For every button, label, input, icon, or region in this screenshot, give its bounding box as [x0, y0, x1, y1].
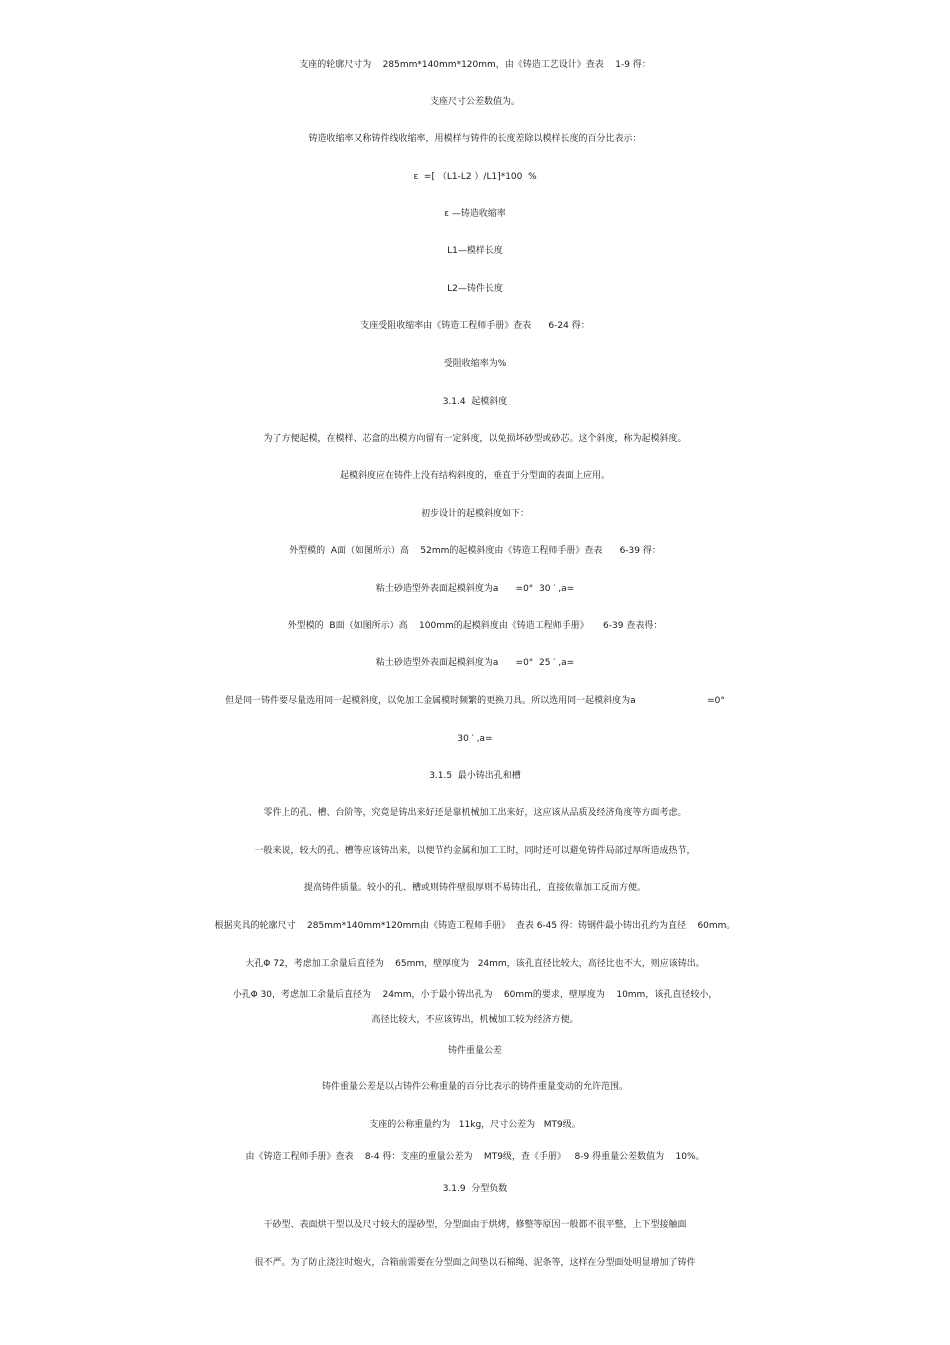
section-heading: 铸件重量公差	[447, 1046, 502, 1056]
text-line: 外型模的 B面（如图所示）高 100mm的起模斜度由《铸造工程师手册》 6-39 查表得：	[287, 621, 663, 631]
text-line: L1—模样长度	[447, 246, 503, 256]
text-line: 初步设计的起模斜度如下：	[420, 509, 529, 519]
text-line: 大孔Φ 72，考虑加工余量后直径为 65mm，壁厚度为 24mm，该孔直径比较大，高径比也不大，则应该铸出。	[245, 959, 705, 969]
text-line: 支座的公称重量约为 11kg，尺寸公差为 MT9级。	[369, 1120, 581, 1130]
section-heading: 3.1.4 起模斜度	[442, 397, 508, 407]
text-line: 根据夹具的轮廓尺寸 285mm*140mm*120mm由《铸造工程师手册》 查表 6-45 得：铸钢件最小铸出孔约为直径 60mm。	[214, 921, 736, 931]
text-line: 粘土砂造型外表面起模斜度为a =0° 25 ′ ,a=	[375, 658, 575, 668]
text-line: 提高铸件质量。较小的孔、槽或则铸件壁很厚则不易铸出孔，直接依靠加工反而方便。	[303, 883, 646, 893]
text-line: 干砂型、表面烘干型以及尺寸较大的湿砂型，分型面由于烘烤，修整等原因一般都不很平整，上下型接触面	[263, 1220, 687, 1230]
text-line: 受阻收缩率为%	[443, 359, 507, 369]
text-line: 铸造收缩率又称铸件线收缩率，用模样与铸件的长度差除以模样长度的百分比表示：	[308, 134, 642, 144]
text-line: 支座的轮廓尺寸为 285mm*140mm*120mm，由《铸造工艺设计》查表 1-9 得：	[299, 60, 651, 70]
text-line: ε —铸造收缩率	[444, 209, 506, 219]
text-line: L2—铸件长度	[447, 284, 503, 294]
text-line: 铸件重量公差是以占铸件公称重量的百分比表示的铸件重量变动的允许范围。	[321, 1082, 628, 1092]
formula-line: ε =[ （L1-L2 ）/L1]*100 %	[413, 172, 537, 182]
section-heading: 3.1.5 最小铸出孔和槽	[429, 771, 521, 781]
text-line: 外型模的 A面（如图所示）高 52mm的起模斜度由《铸造工程师手册》查表 6-39 得：	[289, 546, 661, 556]
text-line: 粘土砂造型外表面起模斜度为a =0° 30 ′ ,a=	[375, 584, 575, 594]
text-line: 支座尺寸公差数值为。	[429, 97, 520, 107]
text-line: 但是同一铸件要尽量选用同一起模斜度，以免加工金属模时频繁的更换刀具。所以选用同一起模斜度为a =0°	[225, 696, 725, 706]
text-line: 一般来说，较大的孔、槽等应该铸出来，以便节约金属和加工工时，同时还可以避免铸件局部过厚所造成热节，	[254, 846, 696, 856]
text-line: 由《铸造工程师手册》查表 8-4 得：支座的重量公差为 MT9级，查《手册》 8-9 得重量公差数值为 10%。	[245, 1152, 705, 1162]
text-line: 30 ′ ,a=	[457, 734, 493, 744]
text-line: 支座受阻收缩率由《铸造工程师手册》查表 6-24 得：	[360, 321, 590, 331]
text-line: 零件上的孔、槽、台阶等，究竟是铸出来好还是靠机械加工出来好，这应该从品质及经济角度等方面考虑。	[263, 808, 687, 818]
text-line: 高径比较大，不应该铸出，机械加工较为经济方便。	[371, 1015, 579, 1025]
text-line: 很不严。为了防止浇注时炮火，合箱前需要在分型面之间垫以石棉绳、泥条等，这样在分型面处明显增加了铸件	[254, 1258, 696, 1268]
section-heading: 3.1.9 分型负数	[442, 1184, 508, 1194]
text-line: 起模斜度应在铸件上没有结构斜度的，垂直于分型面的表面上应用。	[339, 471, 610, 481]
text-line: 小孔Φ 30，考虑加工余量后直径为 24mm，小于最小铸出孔为 60mm的要求，壁厚度为 10mm，该孔直径较小，	[232, 990, 718, 1000]
text-line: 为了方便起模，在模样、芯盒的出模方向留有一定斜度，以免损坏砂型或砂芯。这个斜度，称为起模斜度。	[263, 434, 687, 444]
